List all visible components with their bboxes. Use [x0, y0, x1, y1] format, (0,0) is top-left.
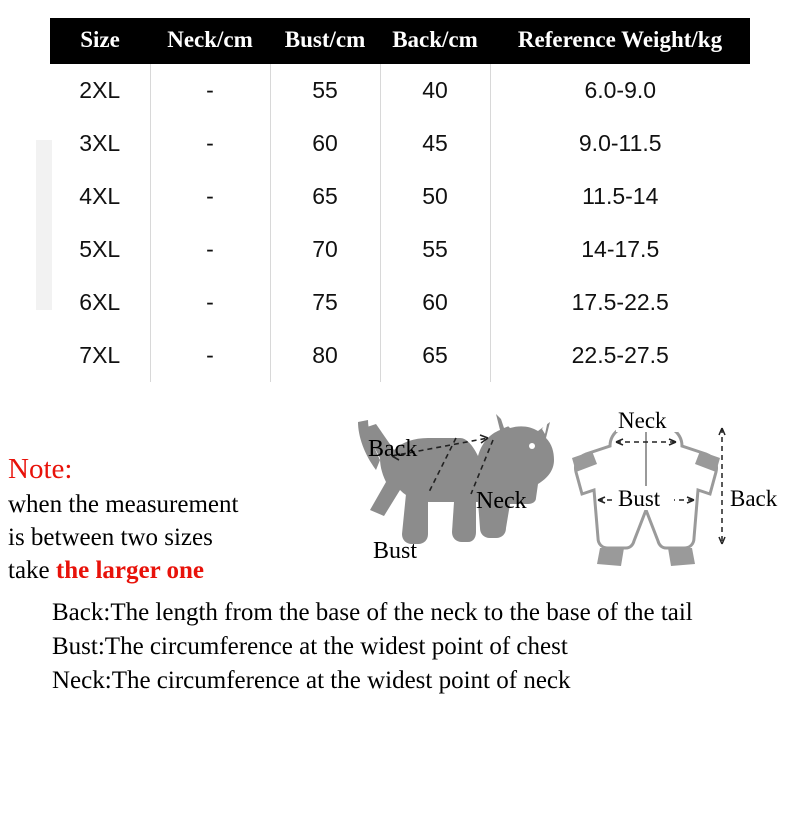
cell-bust: 70: [270, 223, 380, 276]
note-title: Note:: [8, 453, 73, 485]
cell-neck: -: [150, 117, 270, 170]
cell-size: 5XL: [50, 223, 150, 276]
definition-neck: Neck:The circumference at the widest point of neck: [52, 667, 571, 694]
cell-neck: -: [150, 276, 270, 329]
note-line-2: is between two sizes: [8, 524, 213, 552]
note-line-3-emphasis: the larger one: [55, 557, 204, 585]
column-header-neck: Neck/cm: [150, 18, 270, 64]
cell-bust: 65: [270, 170, 380, 223]
decorative-strip: [36, 140, 52, 310]
size-chart-table: [50, 18, 750, 382]
cell-weight: 6.0-9.0: [584, 77, 657, 103]
dog-label-bust: Bust: [373, 538, 418, 564]
cell-weight: 14-17.5: [581, 236, 660, 262]
column-header-size: Size: [50, 18, 150, 64]
measurement-illustrations: [310, 398, 800, 608]
note-line-3: [8, 554, 338, 587]
table-row: [50, 276, 750, 329]
table-row: [50, 329, 750, 382]
table-header-row: [50, 18, 750, 64]
dog-label-neck: Neck: [476, 488, 527, 514]
column-header-back: Back/cm: [380, 18, 490, 64]
cell-weight: 11.5-14: [582, 183, 659, 209]
dog-silhouette-icon: [358, 414, 554, 544]
cell-neck: -: [150, 329, 270, 382]
cell-size: 3XL: [50, 117, 150, 170]
garment-label-neck: Neck: [618, 408, 667, 433]
cell-neck: -: [150, 223, 270, 276]
definition-back: Back:The length from the base of the neck to the base of the tail: [52, 599, 693, 626]
column-header-bust: Bust/cm: [270, 18, 380, 64]
cell-size: 4XL: [50, 170, 150, 223]
cell-neck: -: [150, 64, 270, 117]
garment-label-bust: Bust: [618, 486, 661, 511]
cell-back: 45: [380, 117, 490, 170]
table-row: [50, 170, 750, 223]
cell-bust: 80: [270, 329, 380, 382]
note-line-3-prefix: take: [8, 557, 56, 585]
cell-weight: 22.5-27.5: [571, 342, 669, 368]
cell-weight: 17.5-22.5: [571, 289, 669, 315]
note-block: [8, 450, 338, 587]
cell-bust: 60: [270, 117, 380, 170]
cell-neck: -: [150, 170, 270, 223]
cell-bust: 55: [270, 64, 380, 117]
cell-size: 6XL: [50, 276, 150, 329]
cell-bust: 75: [270, 276, 380, 329]
cell-weight: 9.0-11.5: [578, 130, 662, 156]
cell-back: 60: [380, 276, 490, 329]
cell-back: 40: [380, 64, 490, 117]
cell-back: 50: [380, 170, 490, 223]
cell-back: 55: [380, 223, 490, 276]
note-line-1: when the measurement: [8, 491, 239, 519]
table-row: [50, 223, 750, 276]
cell-back: 65: [380, 329, 490, 382]
cell-size: 7XL: [50, 329, 150, 382]
table-row: [50, 64, 750, 117]
dog-label-back: Back: [368, 436, 418, 462]
table-row: [50, 117, 750, 170]
cell-size: 2XL: [50, 64, 150, 117]
measurement-definitions: [52, 596, 772, 698]
column-header-reference-weight: Reference Weight/kg: [490, 18, 750, 64]
garment-label-back: Back: [730, 486, 778, 511]
definition-bust: Bust:The circumference at the widest point of chest: [52, 633, 568, 660]
